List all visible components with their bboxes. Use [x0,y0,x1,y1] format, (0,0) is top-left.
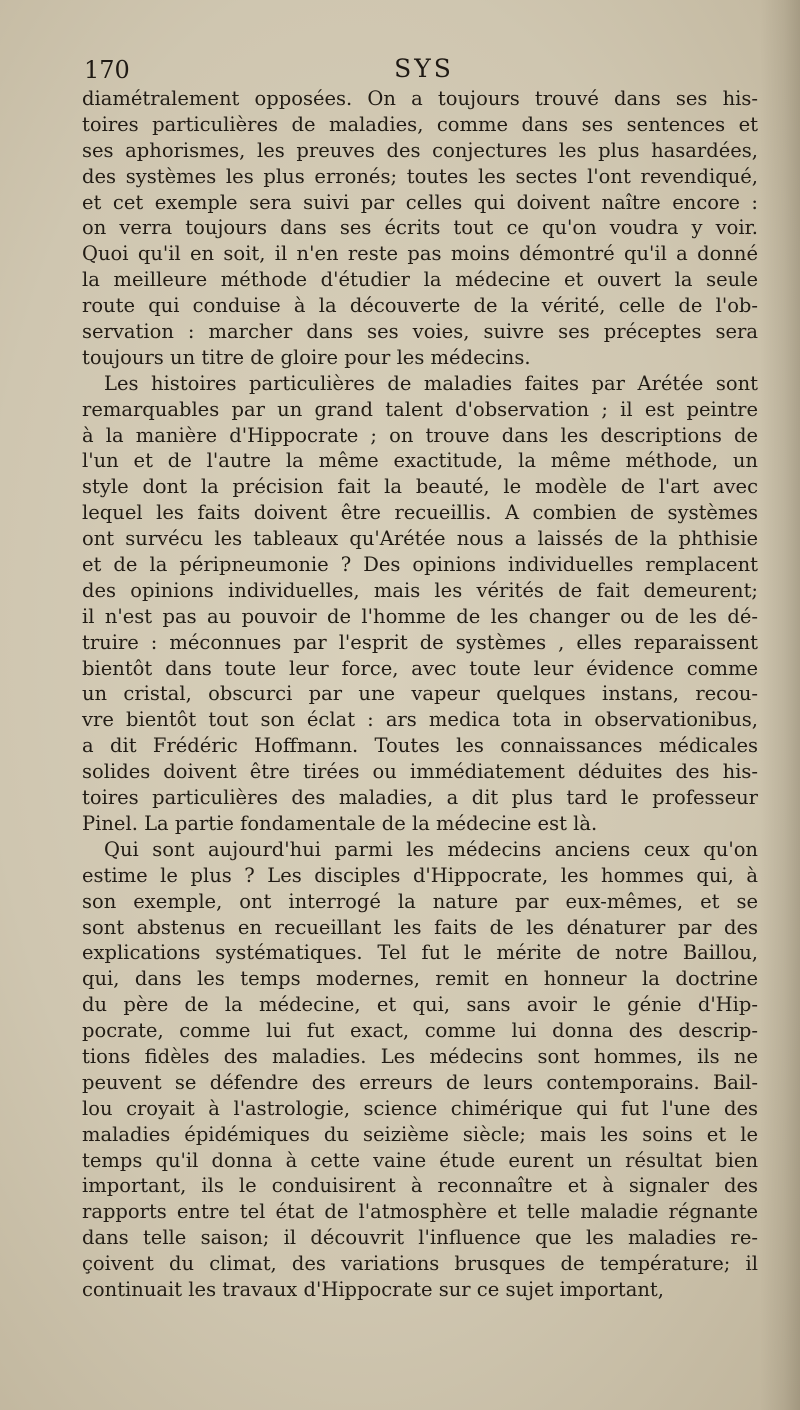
text-line: estime le plus ? Les disciples d'Hippocrate, les hommes qui, à [82,863,758,887]
text-line: on verra toujours dans ses écrits tout ce qu'on voudra y voir. [82,216,758,240]
text-line: çoivent du climat, des variations brusques de température; il [82,1252,758,1276]
text-line: du père de la médecine, et qui, sans avoir le génie d'Hip- [82,993,758,1017]
text-line: et de la péripneumonie ? Des opinions individuelles remplacent [82,553,758,577]
page-header [84,52,764,88]
text-line: la meilleure méthode d'étudier la médecine et ouvert la seule [82,268,758,292]
text-line: lequel les faits doivent être recueillis. A combien de systèmes [82,501,758,525]
text-line: à la manière d'Hippocrate ; on trouve dans les descriptions de [82,423,758,447]
running-head: SYS [394,54,454,83]
text-line: dans telle saison; il découvrit l'influence que les maladies re- [82,1226,758,1250]
text-line: un cristal, obscurci par une vapeur quelques instans, recou- [82,682,758,706]
text-line: toujours un titre de gloire pour les médecins. [82,345,531,369]
text-line: et cet exemple sera suivi par celles qui doivent naître encore : [82,190,758,214]
text-line: des systèmes les plus erronés; toutes les sectes l'ont revendiqué, [82,164,758,188]
paragraph [82,371,758,837]
text-line: rapports entre tel état de l'atmosphère et telle maladie régnante [82,1200,758,1224]
text-line: des opinions individuelles, mais les vérités de fait demeurent; [82,578,758,602]
text-line: peuvent se défendre des erreurs de leurs contemporains. Bail- [82,1070,758,1094]
text-line: explications systématiques. Tel fut le mérite de notre Baillou, [82,941,758,965]
text-line: l'un et de l'autre la même exactitude, la même méthode, un [82,449,758,473]
text-line: truire : méconnues par l'esprit de systèmes , elles reparaissent [82,630,758,654]
paragraph [82,837,758,1303]
text-line: diamétralement opposées. On a toujours trouvé dans ses his- [82,87,758,110]
text-line: tions fidèles des maladies. Les médecins sont hommes, ils ne [82,1044,758,1068]
body-text [82,86,758,1303]
text-line: qui, dans les temps modernes, remit en honneur la doctrine [82,967,758,991]
text-line: route qui conduise à la découverte de la vérité, celle de l'ob- [82,294,758,318]
text-line: continuait les travaux d'Hippocrate sur ce sujet important, [82,1277,664,1301]
text-line: Pinel. La partie fondamentale de la médecine est là. [82,811,598,835]
text-line: il n'est pas au pouvoir de l'homme de les changer ou de les dé- [82,604,758,628]
text-line: style dont la précision fait la beauté, le modèle de l'art avec [82,475,758,499]
paragraph [82,86,758,371]
text-line: Quoi qu'il en soit, il n'en reste pas moins démontré qu'il a donné [82,242,758,266]
text-line: remarquables par un grand talent d'observation ; il est peintre [82,397,758,421]
page-number: 170 [84,56,130,84]
text-line: Les histoires particulières de maladies faites par Arétée sont [104,371,758,395]
text-line: toires particulières de maladies, comme dans ses sentences et [82,112,758,136]
text-line: son exemple, ont interrogé la nature par eux-mêmes, et se [82,889,758,913]
text-line: ont survécu les tableaux qu'Arétée nous a laissés de la phthisie [82,527,758,551]
text-line: temps qu'il donna à cette vaine étude eurent un résultat bien [82,1148,758,1172]
text-line: bientôt dans toute leur force, avec toute leur évidence comme [82,656,758,680]
text-line: ses aphorismes, les preuves des conjectures les plus hasardées, [82,138,758,162]
text-line: toires particulières des maladies, a dit plus tard le professeur [82,786,758,810]
text-line: vre bientôt tout son éclat : ars medica tota in observationibus, [82,708,758,732]
text-line: pocrate, comme lui fut exact, comme lui donna des descrip- [82,1019,758,1043]
text-line: a dit Frédéric Hoffmann. Toutes les connaissances médicales [82,734,758,758]
page-fold-shadow [760,0,800,1410]
text-line: maladies épidémiques du seizième siècle; mais les soins et le [82,1122,758,1146]
text-line: sont abstenus en recueillant les faits de les dénaturer par des [82,915,758,939]
text-line: important, ils le conduisirent à reconnaître et à signaler des [82,1174,758,1198]
text-line: solides doivent être tirées ou immédiatement déduites des his- [82,760,758,784]
text-line: Qui sont aujourd'hui parmi les médecins anciens ceux qu'on [104,837,758,861]
text-line: lou croyait à l'astrologie, science chimérique qui fut l'une des [82,1096,758,1120]
text-line: servation : marcher dans ses voies, suivre ses préceptes sera [82,320,758,344]
